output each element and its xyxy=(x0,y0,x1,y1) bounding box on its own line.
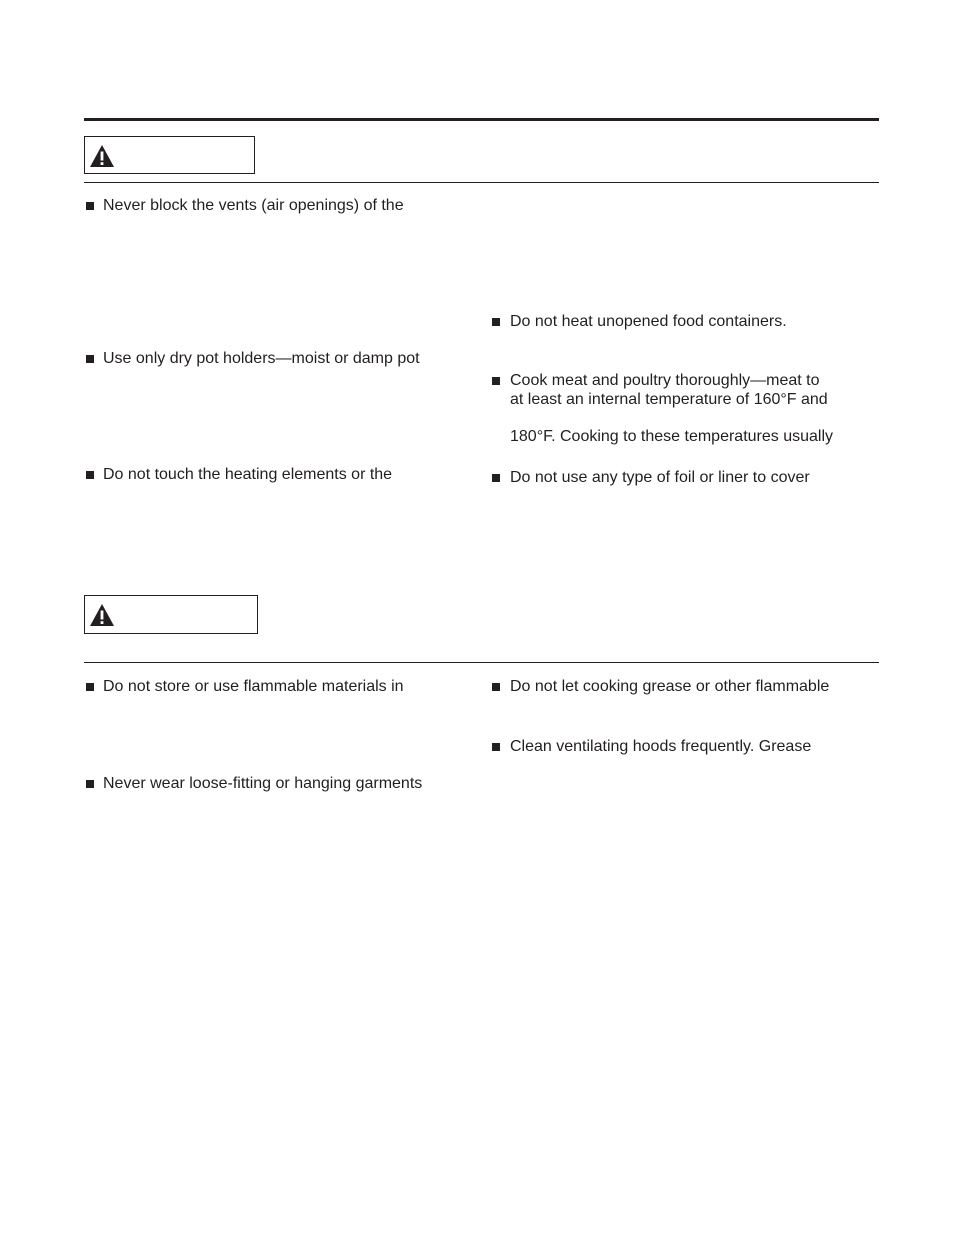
list-item: Clean ventilating hoods frequently. Grease xyxy=(510,738,812,755)
list-item: Never block the vents (air openings) of the xyxy=(103,197,404,214)
warning-triangle-icon xyxy=(89,144,115,168)
section2-rule xyxy=(84,662,879,663)
list-item: Do not let cooking grease or other flammable xyxy=(510,678,830,695)
bullet-icon xyxy=(86,683,94,691)
warning-triangle-icon xyxy=(89,603,115,627)
warning-box-1 xyxy=(84,136,255,174)
warning-box-2 xyxy=(84,595,258,634)
list-item: Never wear loose-fitting or hanging garments xyxy=(103,775,423,792)
list-item: Do not touch the heating elements or the xyxy=(103,466,393,483)
bullet-icon xyxy=(492,474,500,482)
top-rule xyxy=(84,118,879,121)
section1-rule xyxy=(84,182,879,183)
list-item: Cook meat and poultry thoroughly—meat to xyxy=(510,372,820,389)
list-item: Do not store or use flammable materials in xyxy=(103,678,404,695)
bullet-icon xyxy=(492,683,500,691)
list-item: Do not heat unopened food containers. xyxy=(510,313,787,330)
bullet-icon xyxy=(492,743,500,751)
list-item: Do not use any type of foil or liner to cover xyxy=(510,469,810,486)
list-item-continuation: 180°F. Cooking to these temperatures usually xyxy=(510,428,834,445)
bullet-icon xyxy=(86,780,94,788)
bullet-icon xyxy=(86,471,94,479)
bullet-icon xyxy=(492,318,500,326)
bullet-icon xyxy=(86,202,94,210)
bullet-icon xyxy=(86,355,94,363)
list-item-continuation: at least an internal temperature of 160°F and xyxy=(510,391,828,408)
list-item: Use only dry pot holders—moist or damp pot xyxy=(103,350,420,367)
bullet-icon xyxy=(492,377,500,385)
